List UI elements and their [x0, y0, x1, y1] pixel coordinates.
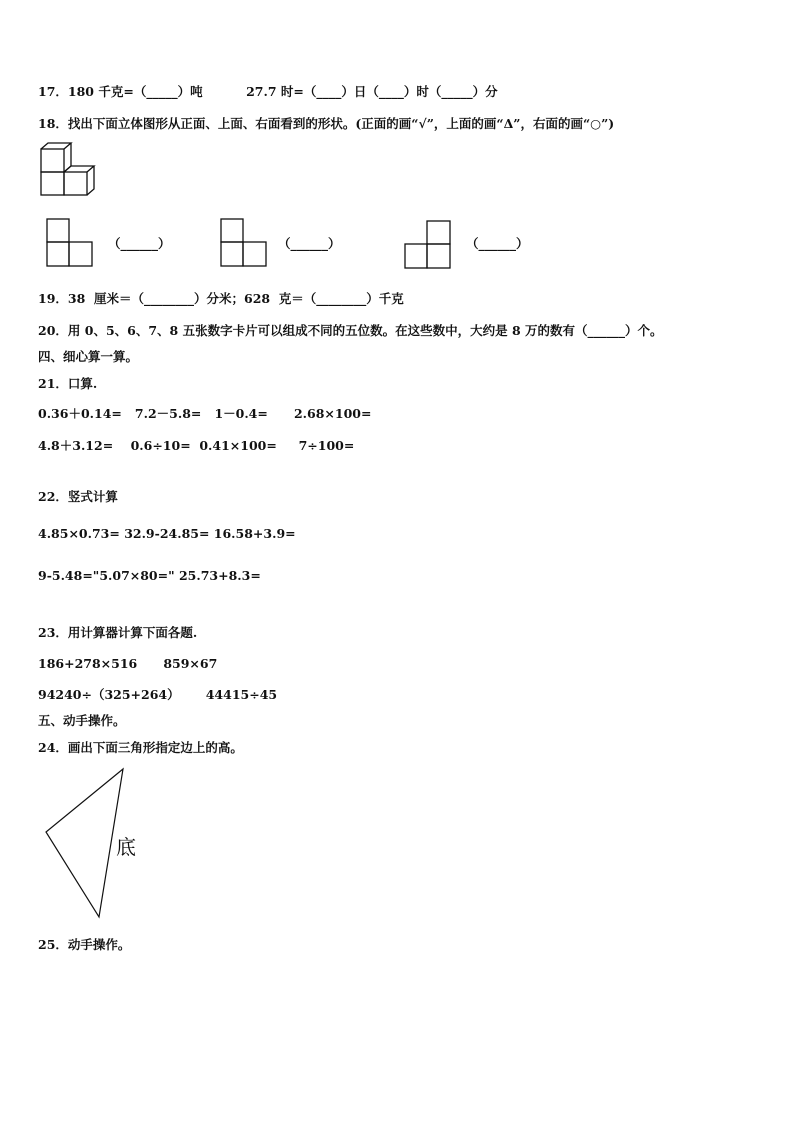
question-22-row-1: 4.85×0.73= 32.9-24.85= 16.58+3.9= [38, 526, 296, 541]
solid-figure [40, 142, 102, 198]
base-label: 底 [116, 835, 136, 859]
question-23-row-2: 94240÷（325+264） 44415÷45 [38, 687, 278, 702]
view-option-3 [404, 220, 452, 270]
view-option-1 [46, 218, 94, 268]
question-17: 17．180 千克=（_____）吨 27.7 时=（____）日（____）时（_____）分 [38, 84, 498, 99]
view-option-2 [220, 218, 268, 268]
question-21-row-1: 0.36＋0.14= 7.2－5.8= 1－0.4= 2.68×100= [38, 406, 372, 421]
question-21-row-2: 4.8＋3.12= 0.6÷10= 0.41×100= 7÷100= [38, 438, 355, 453]
question-21-title: 21．口算. [38, 376, 98, 391]
question-22-title: 22．竖式计算 [38, 489, 118, 504]
blank-1[interactable]: （______） [108, 236, 171, 251]
question-23-row-1: 186+278×516 859×67 [38, 656, 218, 671]
question-20: 20．用 0、5、6、7、8 五张数字卡片可以组成不同的五位数。在这些数中，大约是 8 万的数有（______）个。 [38, 323, 663, 338]
question-18: 18．找出下面立体图形从正面、上面、右面看到的形状。(正面的画“√”，上面的画“Δ”，右面的画“○”) [38, 116, 615, 131]
question-22-row-2: 9-5.48="5.07×80=" 25.73+8.3= [38, 568, 261, 583]
question-24: 24．画出下面三角形指定边上的高。 [38, 740, 243, 755]
blank-3[interactable]: （______） [466, 236, 529, 251]
question-23-title: 23．用计算器计算下面各题. [38, 625, 198, 640]
section-4-heading: 四、细心算一算。 [38, 349, 139, 364]
section-5-heading: 五、动手操作。 [38, 713, 126, 728]
question-25: 25．动手操作。 [38, 937, 131, 952]
blank-2[interactable]: （______） [278, 236, 341, 251]
question-19: 19．38 厘米＝（________）分米；628 克＝（________）千克 [38, 291, 404, 306]
